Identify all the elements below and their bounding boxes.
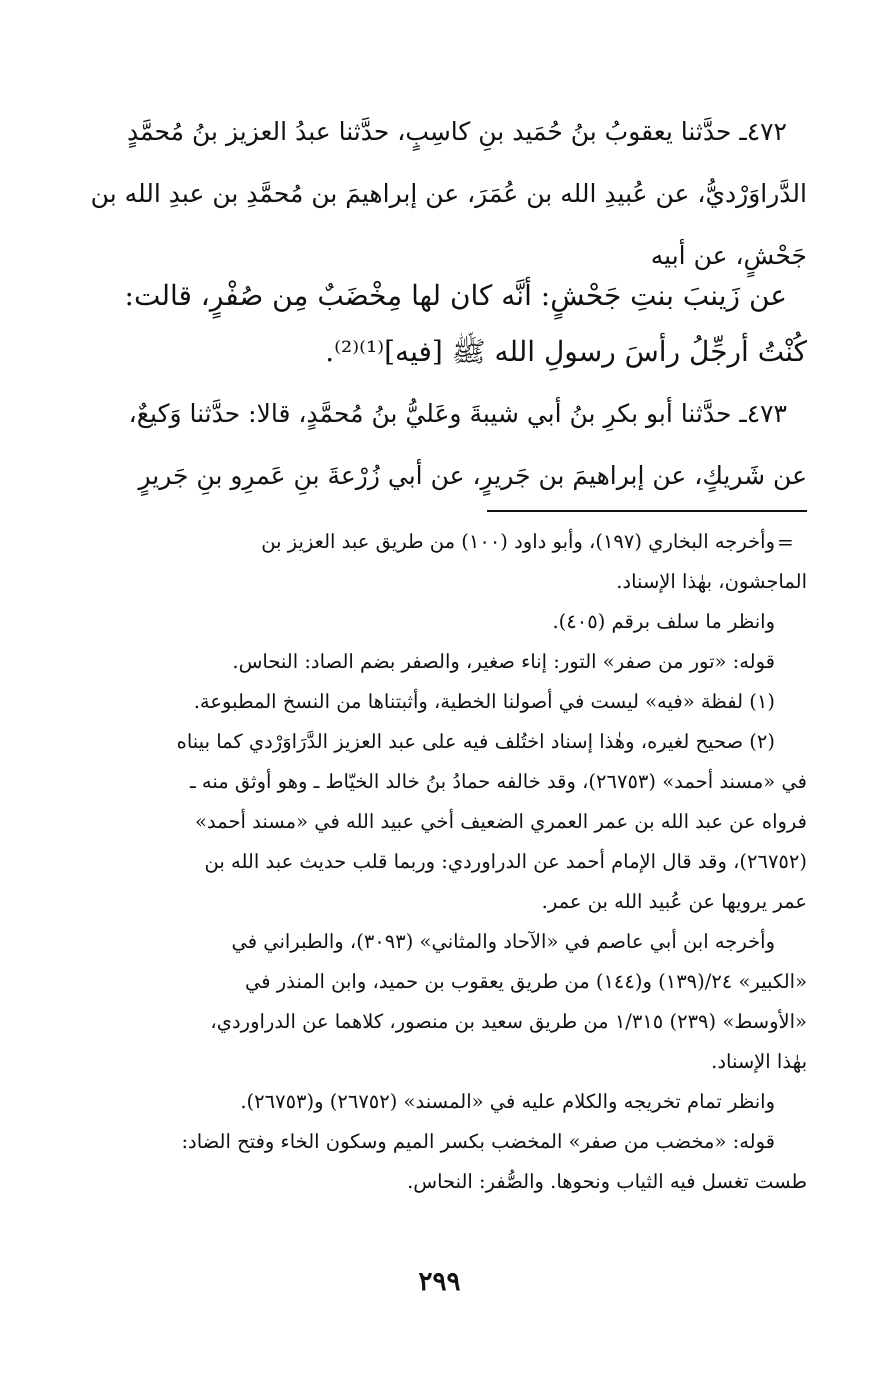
footnote-2: (٢) صحيح لغيره، وهٰذا إسناد اختُلف فيه على عبد العزيز الدَّرَاوَرْدي كما بيناه [176,730,775,753]
text-line: ٤٧٣ـ حدَّثنا أبو بكرِ بنُ أبي شيبةَ وعَليُّ بنُ مُحمَّدٍ، قالا: حدَّثنا وَكيعٌ، [128,399,787,428]
footnote-line: وأخرجه البخاري (١٩٧)، وأبو داود (١٠٠) من طريق عبد العزيز بن [261,530,775,553]
footnote-line: عمر يرويها عن عُبيد الله بن عمر. [541,890,807,913]
footnote-line: بهٰذا الإسناد. [711,1050,807,1073]
text-line: الدَّراوَرْديُّ، عن عُبيدِ الله بن عُمَرَ، عن إبراهيمَ بن مُحمَّدِ بن عبدِ الله بن [90,179,807,208]
footnote-line: طست تغسل فيه الثياب ونحوها. والصُّفر: النحاس. [407,1170,807,1193]
text-line: جَحْشٍ، عن أبيه [650,241,807,270]
hadith-473-isnad [67,383,807,507]
footnote-line: وانظر تمام تخريجه والكلام عليه في «المسند» (٢٦٧٥٢) و(٢٦٧٥٣). [240,1090,775,1113]
footnote-separator [487,510,807,512]
footnote-line: قوله: «مخضب من صفر» المخضب بكسر الميم وسكون الخاء وفتح الضاد: [181,1130,775,1153]
text-line: عن زَينبَ بنتِ جَحْشٍ: أنَّه كان لها مِخْضَبٌ مِن صُفْرٍ، قالت: [124,279,787,312]
text-line: ٤٧٢ـ حدَّثنا يعقوبُ بنُ حُمَيد بنِ كاسِبٍ، حدَّثنا عبدُ العزيز بنُ مُحمَّدٍ [126,117,787,146]
text-line: عن شَريكٍ، عن إبراهيمَ بن جَريرٍ، عن أبي زُرْعةَ بنِ عَمرِو بنِ جَريرٍ [138,461,807,490]
footnote-line: «الأوسط» (٢٣٩) ١/٣١٥ من طريق سعيد بن منصور، كلاهما عن الدراوردي، [210,1010,807,1033]
footnote-line: قوله: «تور من صفر» التور: إناء صغير، والصفر بضم الصاد: النحاس. [232,650,775,673]
hadith-472-isnad [67,101,807,287]
footnote-1: (١) لفظة «فيه» ليست في أصولنا الخطية، وأثبتناها من النسخ المطبوعة. [193,690,775,713]
footnote-line: (٢٦٧٥٢)، وقد قال الإمام أحمد عن الدراوردي: وربما قلب حديث عبد الله بن [204,850,807,873]
footnote-line: وانظر ما سلف برقم (٤٠٥). [552,610,775,633]
footnote-line: فرواه عن عبد الله بن عمر العمري الضعيف أخي عبيد الله في «مسند أحمد» [195,810,807,833]
footnotes [67,522,807,1202]
footnote-line: الماجشون، بهٰذا الإسناد. [616,570,807,593]
footnote-line: في «مسند أحمد» (٢٦٧٥٣)، وقد خالفه حمادُ بنُ خالد الخيّاط ـ وهو أوثق منه ـ [190,770,807,793]
page-number: ٢٩٩ [418,1267,461,1297]
hadith-472-matn [67,268,807,380]
footnote-line: وأخرجه ابن أبي عاصم في «الآحاد والمثاني» (٣٠٩٣)، والطبراني في [231,930,775,953]
text-line: كُنْتُ أرجِّلُ رأسَ رسولِ الله ﷺ [فيه]⁽¹⁾⁽²⁾. [325,335,807,368]
footnote-continuation-mark: = [777,530,794,554]
footnote-line: «الكبير» ٢٤/(١٣٩) و(١٤٤) من طريق يعقوب بن حميد، وابن المنذر في [245,970,807,993]
